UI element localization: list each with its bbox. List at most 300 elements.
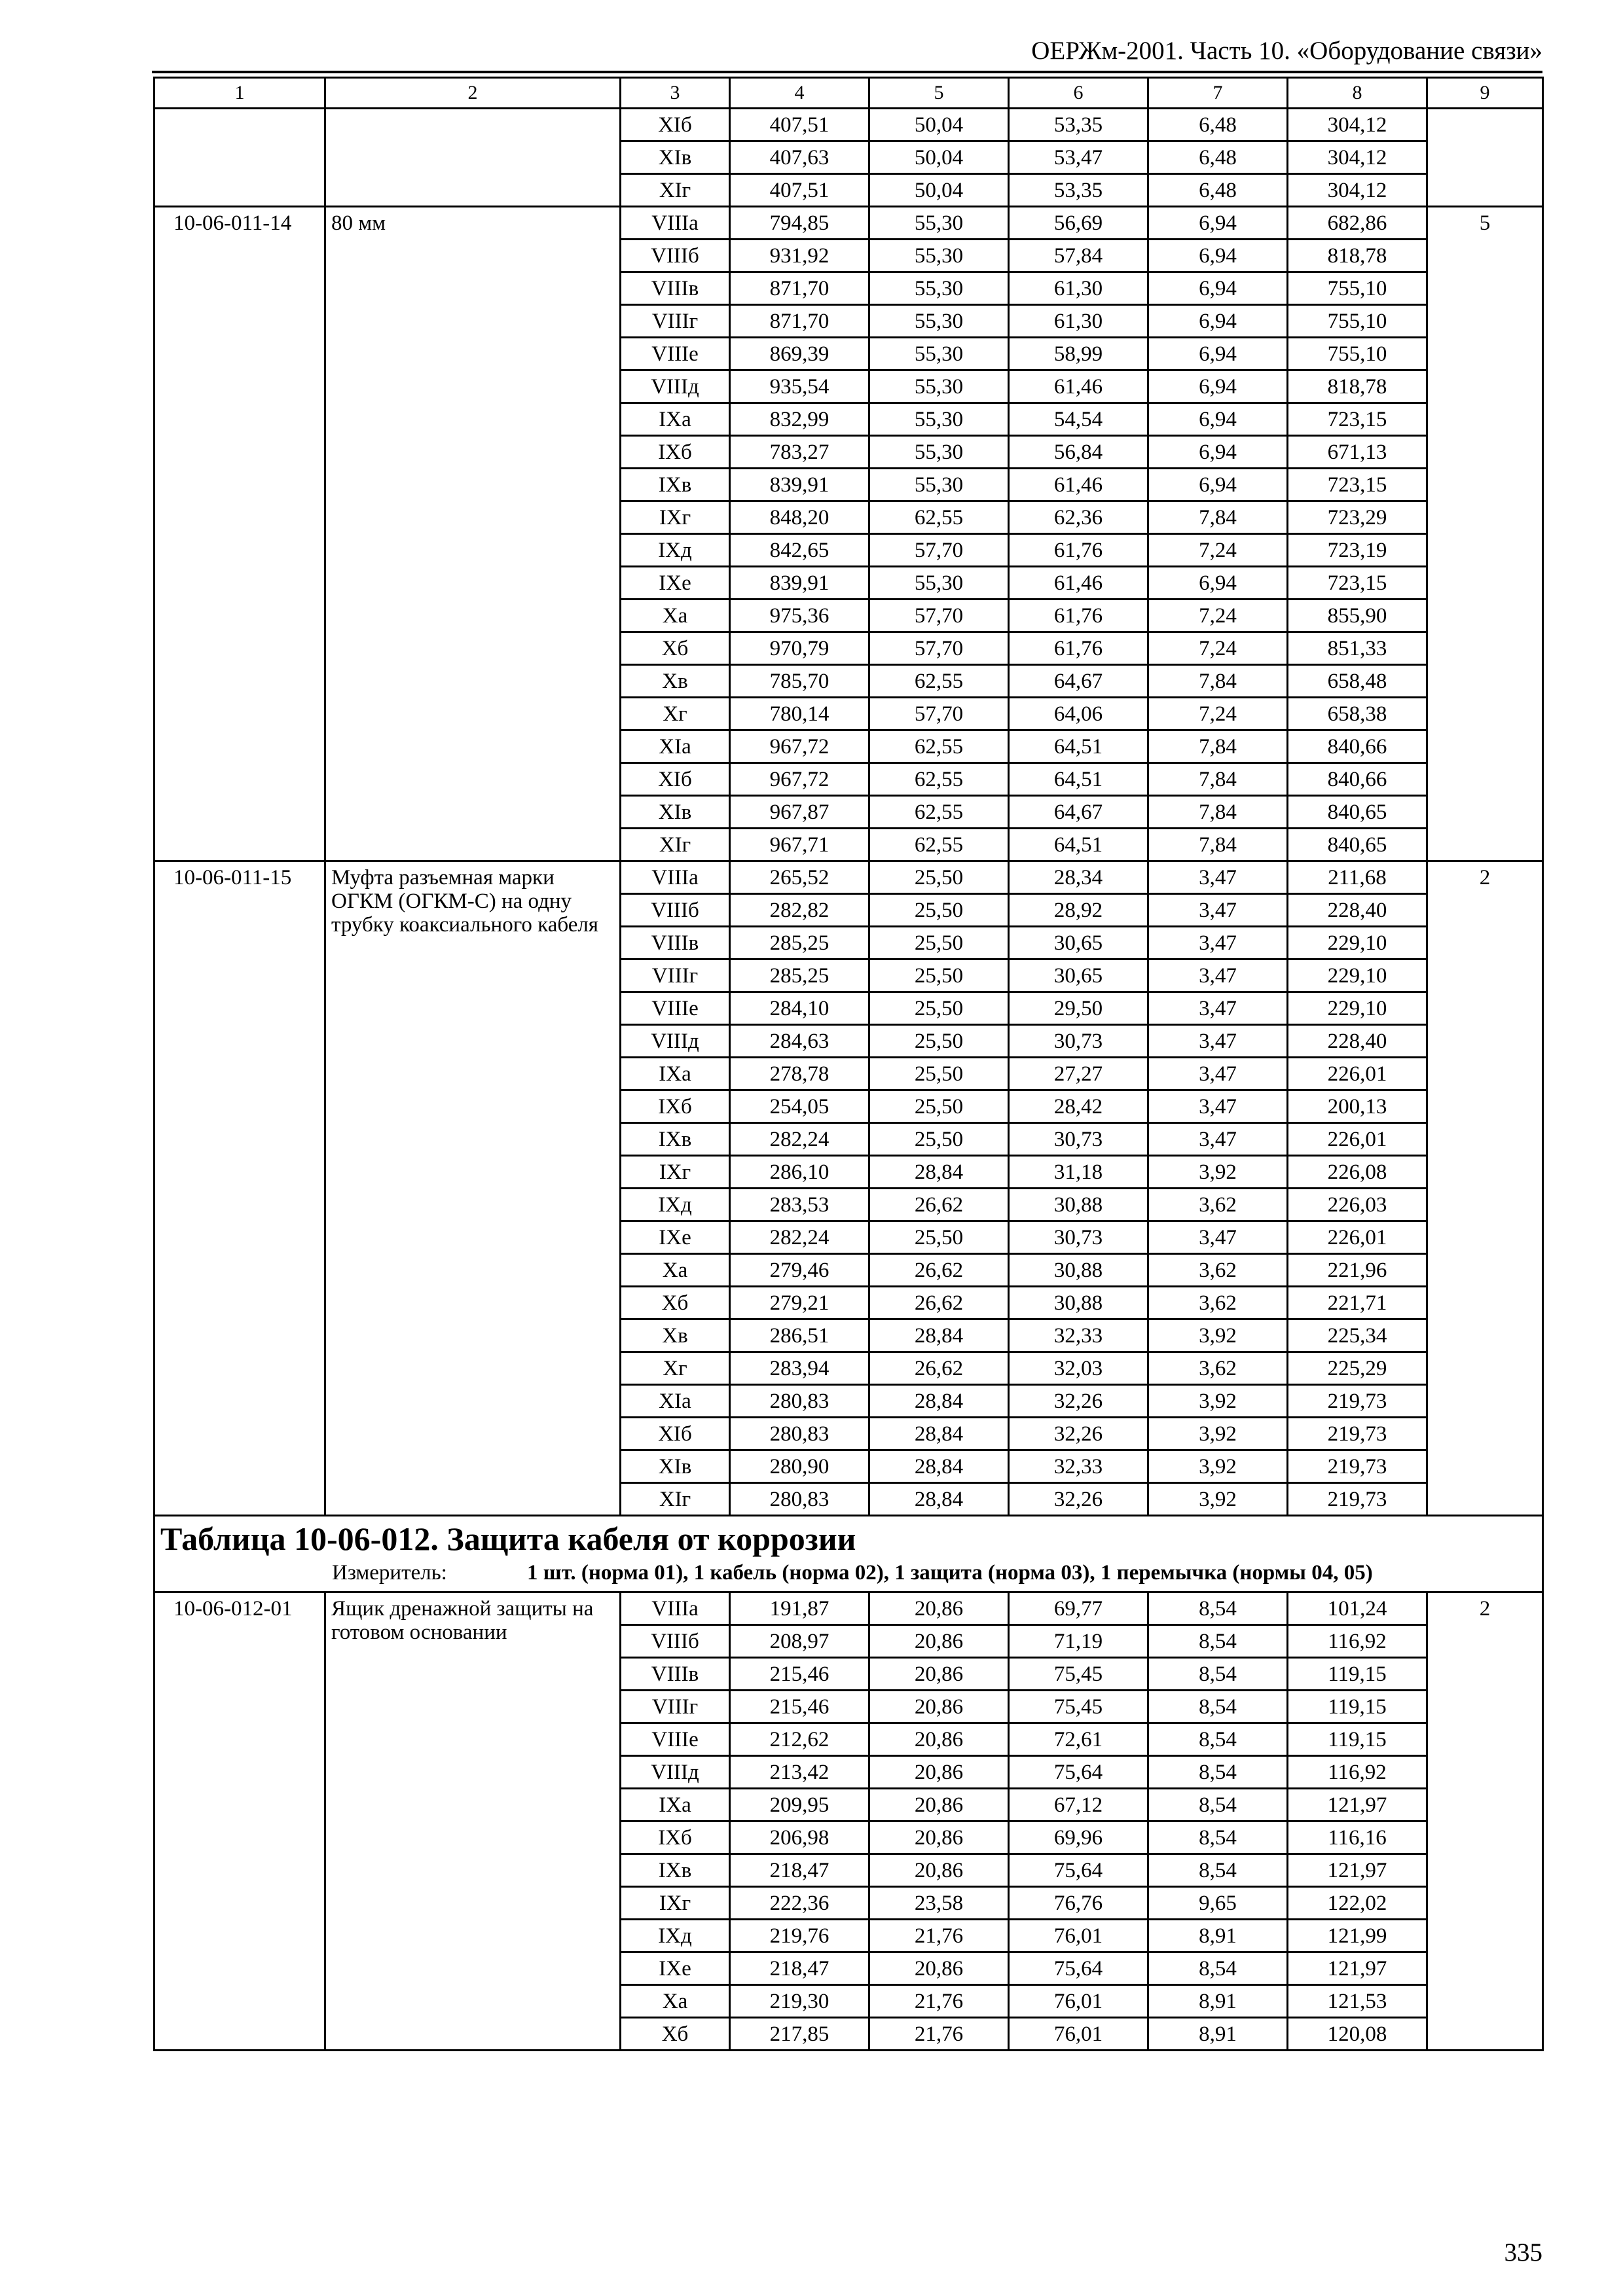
- zone-cell: VIIIа: [621, 1592, 730, 1625]
- value-cell: 122,02: [1288, 1887, 1427, 1920]
- value-cell: 3,47: [1148, 861, 1288, 894]
- value-cell: 61,76: [1009, 632, 1148, 665]
- value-cell: 20,86: [869, 1625, 1009, 1658]
- value-cell: 57,70: [869, 600, 1009, 632]
- section-title: Таблица 10-06-012. Защита кабеля от коррозии: [160, 1520, 856, 1557]
- value-cell: 855,90: [1288, 600, 1427, 632]
- value-cell: 28,84: [869, 1450, 1009, 1483]
- column-number: 6: [1009, 78, 1148, 109]
- value-cell: 7,84: [1148, 829, 1288, 861]
- value-cell: 32,26: [1009, 1418, 1148, 1450]
- value-cell: 8,54: [1148, 1723, 1288, 1756]
- value-cell: 62,55: [869, 829, 1009, 861]
- value-cell: 283,53: [730, 1189, 869, 1221]
- value-cell: 225,29: [1288, 1352, 1427, 1385]
- value-cell: 219,73: [1288, 1418, 1427, 1450]
- zone-cell: XIб: [621, 763, 730, 796]
- value-cell: 28,84: [869, 1319, 1009, 1352]
- value-cell: 57,70: [869, 698, 1009, 730]
- value-cell: 62,55: [869, 665, 1009, 698]
- zone-cell: VIIIг: [621, 305, 730, 338]
- value-cell: 785,70: [730, 665, 869, 698]
- value-cell: 54,54: [1009, 403, 1148, 436]
- value-cell: 200,13: [1288, 1090, 1427, 1123]
- value-cell: 211,68: [1288, 861, 1427, 894]
- value-cell: 780,14: [730, 698, 869, 730]
- value-cell: 407,63: [730, 141, 869, 174]
- zone-cell: VIIIд: [621, 1756, 730, 1789]
- value-cell: 71,19: [1009, 1625, 1148, 1658]
- value-cell: 6,94: [1148, 567, 1288, 600]
- value-cell: 282,82: [730, 894, 869, 927]
- table-row: [155, 109, 1543, 141]
- value-cell: 50,04: [869, 141, 1009, 174]
- zone-cell: VIIIб: [621, 240, 730, 272]
- section-header: [155, 1516, 1543, 1592]
- value-cell: 25,50: [869, 894, 1009, 927]
- value-cell: 842,65: [730, 534, 869, 567]
- value-cell: 723,19: [1288, 534, 1427, 567]
- value-cell: 31,18: [1009, 1156, 1148, 1189]
- value-cell: 30,88: [1009, 1287, 1148, 1319]
- value-cell: 28,42: [1009, 1090, 1148, 1123]
- zone-cell: VIIIв: [621, 1658, 730, 1691]
- value-cell: 723,29: [1288, 501, 1427, 534]
- value-cell: 7,24: [1148, 600, 1288, 632]
- value-cell: 28,84: [869, 1385, 1009, 1418]
- value-cell: 226,08: [1288, 1156, 1427, 1189]
- value-cell: 7,84: [1148, 796, 1288, 829]
- value-cell: 931,92: [730, 240, 869, 272]
- zone-cell: VIIIг: [621, 1691, 730, 1723]
- value-cell: 219,30: [730, 1985, 869, 2018]
- value-cell: 839,91: [730, 567, 869, 600]
- value-cell: 7,24: [1148, 534, 1288, 567]
- value-cell: 671,13: [1288, 436, 1427, 469]
- value-cell: 783,27: [730, 436, 869, 469]
- value-cell: 279,21: [730, 1287, 869, 1319]
- value-cell: 75,64: [1009, 1854, 1148, 1887]
- value-cell: 56,84: [1009, 436, 1148, 469]
- value-cell: 755,10: [1288, 338, 1427, 370]
- value-cell: 25,50: [869, 960, 1009, 992]
- value-cell: 191,87: [730, 1592, 869, 1625]
- zone-cell: Xб: [621, 1287, 730, 1319]
- value-cell: 75,45: [1009, 1691, 1148, 1723]
- value-cell: 20,86: [869, 1756, 1009, 1789]
- value-cell: 72,61: [1009, 1723, 1148, 1756]
- zone-cell: Xа: [621, 600, 730, 632]
- value-cell: 286,10: [730, 1156, 869, 1189]
- zone-cell: IXв: [621, 1854, 730, 1887]
- value-cell: 56,69: [1009, 207, 1148, 240]
- value-cell: 848,20: [730, 501, 869, 534]
- value-cell: 3,47: [1148, 960, 1288, 992]
- value-cell: 3,92: [1148, 1385, 1288, 1418]
- zone-cell: VIIIа: [621, 207, 730, 240]
- zone-cell: Xв: [621, 665, 730, 698]
- zone-cell: VIIIа: [621, 861, 730, 894]
- value-cell: 280,83: [730, 1483, 869, 1516]
- value-cell: 76,01: [1009, 1920, 1148, 1952]
- value-cell: 7,84: [1148, 763, 1288, 796]
- item-name: 80 мм: [325, 207, 621, 861]
- zone-cell: VIIIе: [621, 992, 730, 1025]
- value-cell: 6,94: [1148, 240, 1288, 272]
- zone-cell: IXг: [621, 1156, 730, 1189]
- column-number: 5: [869, 78, 1009, 109]
- header-rule: [152, 71, 1542, 73]
- value-cell: 840,65: [1288, 796, 1427, 829]
- value-cell: 20,86: [869, 1723, 1009, 1756]
- value-cell: 55,30: [869, 305, 1009, 338]
- value-cell: 30,65: [1009, 927, 1148, 960]
- value-cell: 61,46: [1009, 567, 1148, 600]
- value-cell: 869,39: [730, 338, 869, 370]
- value-cell: 32,26: [1009, 1483, 1148, 1516]
- value-cell: 228,40: [1288, 894, 1427, 927]
- value-cell: 219,73: [1288, 1450, 1427, 1483]
- value-cell: 206,98: [730, 1821, 869, 1854]
- value-cell: 8,54: [1148, 1592, 1288, 1625]
- value-cell: 20,86: [869, 1592, 1009, 1625]
- value-cell: 794,85: [730, 207, 869, 240]
- value-cell: 8,54: [1148, 1756, 1288, 1789]
- zone-cell: IXа: [621, 1058, 730, 1090]
- value-cell: 278,78: [730, 1058, 869, 1090]
- value-cell: 280,90: [730, 1450, 869, 1483]
- value-cell: 69,77: [1009, 1592, 1148, 1625]
- value-cell: 840,66: [1288, 763, 1427, 796]
- value-cell: 265,52: [730, 861, 869, 894]
- value-cell: 26,62: [869, 1287, 1009, 1319]
- zone-cell: IXд: [621, 1920, 730, 1952]
- value-cell: 3,92: [1148, 1483, 1288, 1516]
- value-cell: 6,48: [1148, 109, 1288, 141]
- table-row: [155, 861, 1543, 894]
- value-cell: 30,88: [1009, 1189, 1148, 1221]
- value-cell: 25,50: [869, 1123, 1009, 1156]
- value-cell: 64,51: [1009, 763, 1148, 796]
- value-cell: 851,33: [1288, 632, 1427, 665]
- value-cell: 832,99: [730, 403, 869, 436]
- value-cell: 50,04: [869, 109, 1009, 141]
- zone-cell: VIIIв: [621, 927, 730, 960]
- value-cell: 28,84: [869, 1418, 1009, 1450]
- value-cell: 75,45: [1009, 1658, 1148, 1691]
- value-cell: 217,85: [730, 2018, 869, 2051]
- value-cell: 25,50: [869, 1221, 1009, 1254]
- value-cell: 285,25: [730, 927, 869, 960]
- zone-cell: VIIIе: [621, 338, 730, 370]
- value-cell: 6,94: [1148, 370, 1288, 403]
- value-cell: 208,97: [730, 1625, 869, 1658]
- column-number: 3: [621, 78, 730, 109]
- zone-cell: XIв: [621, 141, 730, 174]
- column-number: 8: [1288, 78, 1427, 109]
- value-cell: 32,33: [1009, 1450, 1148, 1483]
- item-name: Муфта разъемная марки ОГКМ (ОГКМ-С) на одну трубку коаксиального кабеля: [325, 861, 621, 1516]
- value-cell: 62,36: [1009, 501, 1148, 534]
- value-cell: 229,10: [1288, 927, 1427, 960]
- value-cell: 226,01: [1288, 1221, 1427, 1254]
- value-cell: 3,47: [1148, 894, 1288, 927]
- zone-cell: IXб: [621, 1090, 730, 1123]
- value-cell: 26,62: [869, 1189, 1009, 1221]
- value-cell: 3,92: [1148, 1156, 1288, 1189]
- value-cell: 28,84: [869, 1483, 1009, 1516]
- table-row: [155, 207, 1543, 240]
- value-cell: 215,46: [730, 1691, 869, 1723]
- zone-cell: IXа: [621, 403, 730, 436]
- value-cell: 57,70: [869, 534, 1009, 567]
- value-cell: 25,50: [869, 1090, 1009, 1123]
- zone-cell: VIIIе: [621, 1723, 730, 1756]
- value-cell: 304,12: [1288, 174, 1427, 207]
- measure-value: 1 шт. (норма 01), 1 кабель (норма 02), 1 защита (норма 03), 1 перемычка (нормы 04, 05): [527, 1561, 1373, 1585]
- value-cell: 755,10: [1288, 305, 1427, 338]
- value-cell: 7,24: [1148, 698, 1288, 730]
- value-cell: 57,84: [1009, 240, 1148, 272]
- zone-cell: IXб: [621, 1821, 730, 1854]
- value-cell: 3,92: [1148, 1450, 1288, 1483]
- value-cell: 21,76: [869, 1920, 1009, 1952]
- value-cell: 26,62: [869, 1254, 1009, 1287]
- value-cell: 871,70: [730, 305, 869, 338]
- value-cell: 25,50: [869, 861, 1009, 894]
- zone-cell: IXв: [621, 1123, 730, 1156]
- value-cell: 53,35: [1009, 174, 1148, 207]
- value-cell: 64,67: [1009, 665, 1148, 698]
- value-cell: 55,30: [869, 469, 1009, 501]
- value-cell: 61,46: [1009, 370, 1148, 403]
- value-cell: 3,62: [1148, 1287, 1288, 1319]
- value-cell: 3,47: [1148, 1090, 1288, 1123]
- value-cell: 286,51: [730, 1319, 869, 1352]
- column-number: 7: [1148, 78, 1288, 109]
- zone-cell: Xб: [621, 632, 730, 665]
- zone-cell: VIIIб: [621, 894, 730, 927]
- value-cell: 8,91: [1148, 1985, 1288, 2018]
- value-cell: 229,10: [1288, 960, 1427, 992]
- value-cell: 839,91: [730, 469, 869, 501]
- value-cell: 30,65: [1009, 960, 1148, 992]
- value-cell: 119,15: [1288, 1723, 1427, 1756]
- zone-cell: XIб: [621, 1418, 730, 1450]
- value-cell: 62,55: [869, 501, 1009, 534]
- value-cell: 29,50: [1009, 992, 1148, 1025]
- zone-cell: IXа: [621, 1789, 730, 1821]
- value-cell: 28,92: [1009, 894, 1148, 927]
- zone-cell: XIг: [621, 829, 730, 861]
- zone-cell: IXд: [621, 534, 730, 567]
- value-cell: 218,47: [730, 1952, 869, 1985]
- item-norm: 2: [1427, 861, 1543, 1516]
- rates-table: [153, 77, 1544, 2051]
- value-cell: 76,01: [1009, 2018, 1148, 2051]
- value-cell: 967,71: [730, 829, 869, 861]
- value-cell: 55,30: [869, 403, 1009, 436]
- value-cell: 69,96: [1009, 1821, 1148, 1854]
- zone-cell: Xг: [621, 1352, 730, 1385]
- value-cell: 218,47: [730, 1854, 869, 1887]
- value-cell: 32,33: [1009, 1319, 1148, 1352]
- value-cell: 7,24: [1148, 632, 1288, 665]
- value-cell: 840,66: [1288, 730, 1427, 763]
- value-cell: 53,35: [1009, 109, 1148, 141]
- value-cell: 116,16: [1288, 1821, 1427, 1854]
- value-cell: 28,34: [1009, 861, 1148, 894]
- item-norm: 2: [1427, 1592, 1543, 2051]
- zone-cell: Xб: [621, 2018, 730, 2051]
- zone-cell: XIг: [621, 1483, 730, 1516]
- value-cell: 57,70: [869, 632, 1009, 665]
- value-cell: 407,51: [730, 109, 869, 141]
- value-cell: 26,62: [869, 1352, 1009, 1385]
- value-cell: 3,92: [1148, 1418, 1288, 1450]
- value-cell: 219,73: [1288, 1385, 1427, 1418]
- value-cell: 8,91: [1148, 2018, 1288, 2051]
- value-cell: 20,86: [869, 1952, 1009, 1985]
- value-cell: 3,62: [1148, 1254, 1288, 1287]
- value-cell: 818,78: [1288, 370, 1427, 403]
- value-cell: 3,47: [1148, 927, 1288, 960]
- value-cell: 284,10: [730, 992, 869, 1025]
- value-cell: 61,30: [1009, 272, 1148, 305]
- value-cell: 23,58: [869, 1887, 1009, 1920]
- zone-cell: VIIIд: [621, 370, 730, 403]
- item-norm: [1427, 109, 1543, 207]
- value-cell: 25,50: [869, 927, 1009, 960]
- value-cell: 3,92: [1148, 1319, 1288, 1352]
- value-cell: 282,24: [730, 1221, 869, 1254]
- value-cell: 30,73: [1009, 1221, 1148, 1254]
- value-cell: 21,76: [869, 2018, 1009, 2051]
- value-cell: 9,65: [1148, 1887, 1288, 1920]
- value-cell: 121,97: [1288, 1789, 1427, 1821]
- column-number-row: [155, 78, 1543, 109]
- value-cell: 283,94: [730, 1352, 869, 1385]
- item-name: [325, 109, 621, 207]
- value-cell: 818,78: [1288, 240, 1427, 272]
- value-cell: 221,96: [1288, 1254, 1427, 1287]
- zone-cell: Xг: [621, 698, 730, 730]
- value-cell: 61,30: [1009, 305, 1148, 338]
- value-cell: 76,01: [1009, 1985, 1148, 2018]
- value-cell: 25,50: [869, 992, 1009, 1025]
- value-cell: 219,73: [1288, 1483, 1427, 1516]
- value-cell: 120,08: [1288, 2018, 1427, 2051]
- value-cell: 116,92: [1288, 1625, 1427, 1658]
- value-cell: 723,15: [1288, 469, 1427, 501]
- zone-cell: XIб: [621, 109, 730, 141]
- value-cell: 8,54: [1148, 1821, 1288, 1854]
- column-number: 4: [730, 78, 869, 109]
- page-number: 335: [1504, 2238, 1542, 2267]
- value-cell: 7,84: [1148, 730, 1288, 763]
- value-cell: 21,76: [869, 1985, 1009, 2018]
- rates-table-body: [155, 78, 1543, 2051]
- value-cell: 723,15: [1288, 567, 1427, 600]
- value-cell: 279,46: [730, 1254, 869, 1287]
- value-cell: 20,86: [869, 1691, 1009, 1723]
- value-cell: 32,26: [1009, 1385, 1148, 1418]
- value-cell: 75,64: [1009, 1952, 1148, 1985]
- value-cell: 116,92: [1288, 1756, 1427, 1789]
- value-cell: 121,97: [1288, 1854, 1427, 1887]
- value-cell: 27,27: [1009, 1058, 1148, 1090]
- zone-cell: XIа: [621, 730, 730, 763]
- item-code: 10-06-011-15: [155, 861, 325, 1516]
- value-cell: 970,79: [730, 632, 869, 665]
- zone-cell: Xа: [621, 1985, 730, 2018]
- value-cell: 226,01: [1288, 1058, 1427, 1090]
- value-cell: 6,94: [1148, 436, 1288, 469]
- value-cell: 3,62: [1148, 1352, 1288, 1385]
- value-cell: 280,83: [730, 1418, 869, 1450]
- value-cell: 3,62: [1148, 1189, 1288, 1221]
- value-cell: 62,55: [869, 730, 1009, 763]
- value-cell: 222,36: [730, 1887, 869, 1920]
- value-cell: 28,84: [869, 1156, 1009, 1189]
- measure-label: Измеритель:: [332, 1561, 447, 1585]
- value-cell: 7,84: [1148, 501, 1288, 534]
- value-cell: 229,10: [1288, 992, 1427, 1025]
- value-cell: 30,73: [1009, 1025, 1148, 1058]
- value-cell: 6,94: [1148, 272, 1288, 305]
- value-cell: 212,62: [730, 1723, 869, 1756]
- value-cell: 3,47: [1148, 992, 1288, 1025]
- value-cell: 282,24: [730, 1123, 869, 1156]
- value-cell: 58,99: [1009, 338, 1148, 370]
- column-number: 2: [325, 78, 621, 109]
- zone-cell: IXб: [621, 436, 730, 469]
- zone-cell: XIв: [621, 796, 730, 829]
- value-cell: 64,51: [1009, 829, 1148, 861]
- value-cell: 975,36: [730, 600, 869, 632]
- value-cell: 213,42: [730, 1756, 869, 1789]
- item-code: [155, 109, 325, 207]
- value-cell: 935,54: [730, 370, 869, 403]
- value-cell: 3,47: [1148, 1221, 1288, 1254]
- value-cell: 215,46: [730, 1658, 869, 1691]
- section-row: [155, 1516, 1543, 1592]
- value-cell: 225,34: [1288, 1319, 1427, 1352]
- value-cell: 67,12: [1009, 1789, 1148, 1821]
- item-code: 10-06-011-14: [155, 207, 325, 861]
- value-cell: 55,30: [869, 370, 1009, 403]
- value-cell: 55,30: [869, 567, 1009, 600]
- value-cell: 967,72: [730, 730, 869, 763]
- value-cell: 55,30: [869, 436, 1009, 469]
- zone-cell: IXв: [621, 469, 730, 501]
- zone-cell: Xв: [621, 1319, 730, 1352]
- column-number: 1: [155, 78, 325, 109]
- value-cell: 6,94: [1148, 469, 1288, 501]
- value-cell: 967,87: [730, 796, 869, 829]
- value-cell: 53,47: [1009, 141, 1148, 174]
- value-cell: 226,01: [1288, 1123, 1427, 1156]
- value-cell: 64,67: [1009, 796, 1148, 829]
- value-cell: 682,86: [1288, 207, 1427, 240]
- value-cell: 658,38: [1288, 698, 1427, 730]
- column-number: 9: [1427, 78, 1543, 109]
- zone-cell: IXе: [621, 1952, 730, 1985]
- zone-cell: XIг: [621, 174, 730, 207]
- zone-cell: Xа: [621, 1254, 730, 1287]
- value-cell: 226,03: [1288, 1189, 1427, 1221]
- value-cell: 755,10: [1288, 272, 1427, 305]
